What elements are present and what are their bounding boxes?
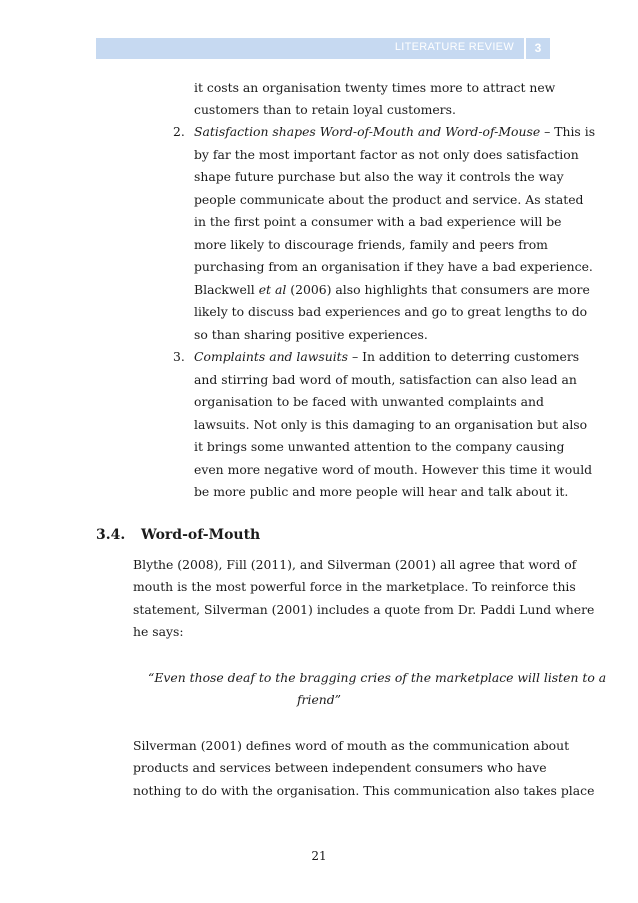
body-line: be more public and more people will hear and talk about it.: [194, 484, 569, 499]
body-line: purchasing from an organisation if they have a bad experience.: [194, 259, 593, 274]
body-line: customers than to retain loyal customers.: [194, 102, 456, 117]
section-title: Word-of-Mouth: [141, 527, 261, 543]
page-number: 21: [311, 849, 327, 863]
list-item-first-line: [194, 349, 579, 365]
et-al-text: et al: [258, 282, 287, 297]
body-text: Blackwell: [194, 282, 259, 297]
body-line: statement, Silverman (2001) includes a quote from Dr. Paddi Lund where: [133, 602, 595, 617]
body-line: Blythe (2008), Fill (2011), and Silverman (2001) all agree that word of: [133, 557, 577, 572]
body-line: even more negative word of mouth. However this time it would: [194, 462, 593, 477]
body-line: products and services between independent consumers who have: [133, 760, 547, 775]
body-line: in the first point a consumer with a bad experience will be: [194, 214, 562, 229]
body-text: – In addition to deterring customers: [348, 349, 580, 364]
list-item-title: Complaints and lawsuits: [194, 349, 349, 364]
body-line: so than sharing positive experiences.: [194, 327, 428, 342]
list-number: 3.: [173, 349, 185, 364]
body-line: Silverman (2001) defines word of mouth as the communication about: [133, 738, 570, 753]
block-quote-line: “Even those deaf to the bragging cries of the marketplace will listen to a: [148, 670, 607, 685]
running-header-label: LITERATURE REVIEW: [394, 41, 514, 53]
body-line: people communicate about the product and service. As stated: [194, 192, 584, 207]
body-line: organisation to be faced with unwanted complaints and: [194, 394, 544, 409]
body-line: and stirring bad word of mouth, satisfaction can also lead an: [194, 372, 577, 387]
body-text: (2006) also highlights that consumers are more: [286, 282, 590, 297]
list-item-first-line: [194, 124, 595, 140]
body-line: nothing to do with the organisation. This communication also takes place: [133, 783, 595, 798]
body-line: more likely to discourage friends, family and peers from: [194, 237, 548, 252]
body-line: he says:: [133, 624, 184, 639]
body-line: likely to discuss bad experiences and go to great lengths to do: [194, 304, 588, 319]
chapter-number-badge: 3: [526, 38, 550, 59]
body-line: shape future purchase but also the way it controls the way: [194, 169, 564, 184]
body-text: – This is: [540, 124, 596, 139]
list-number: 2.: [173, 124, 185, 139]
body-line: lawsuits. Not only is this damaging to an organisation but also: [194, 417, 588, 432]
body-line: by far the most important factor as not only does satisfaction: [194, 147, 579, 162]
section-number: 3.4.: [96, 527, 126, 543]
block-quote-line: friend”: [296, 692, 342, 707]
body-line: it costs an organisation twenty times more to attract new: [194, 80, 556, 95]
citation-line: [194, 282, 590, 298]
body-line: it brings some unwanted attention to the company causing: [194, 439, 565, 454]
list-item-title: Satisfaction shapes Word-of-Mouth and Word-of-Mouse: [194, 124, 541, 139]
body-line: mouth is the most powerful force in the marketplace. To reinforce this: [133, 579, 576, 594]
running-header-bar: [96, 38, 524, 59]
